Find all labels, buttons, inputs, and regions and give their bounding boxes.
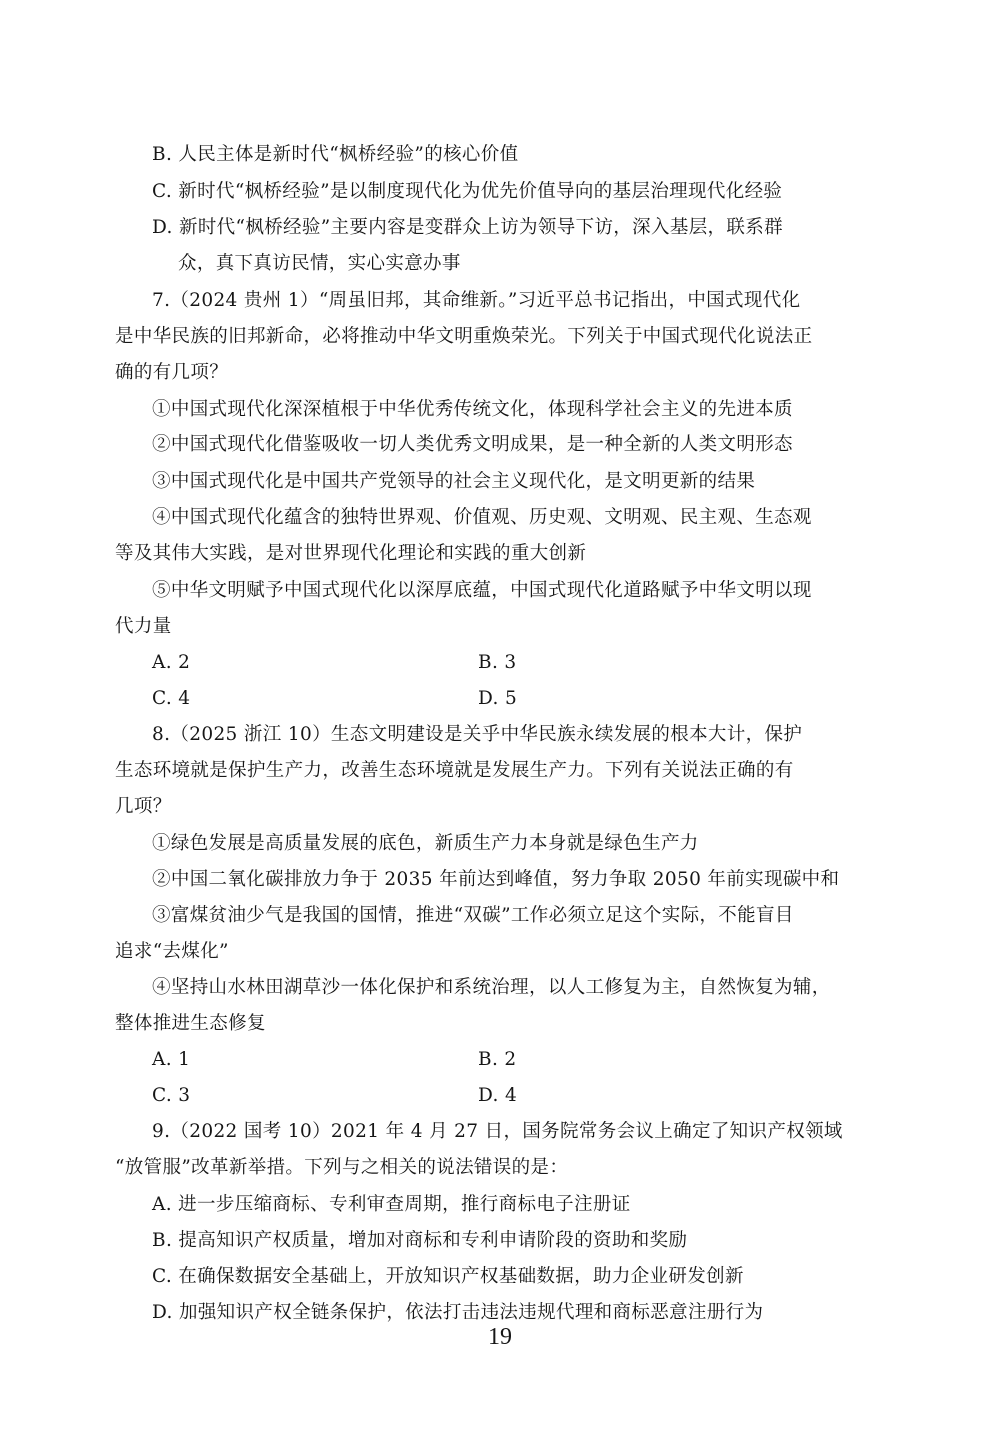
q7-stem-cont: 是中华民族的旧邦新命，必将推动中华文明重焕荣光。下列关于中国式现代化说法正 <box>115 326 813 347</box>
q8-stem-cont: 生态环境就是保护生产力，改善生态环境就是发展生产力。下列有关说法正确的有 <box>115 760 794 781</box>
q7-option-a: A. 2 <box>152 652 191 673</box>
q9-option-a: A. 进一步压缩商标、专利审查周期，推行商标电子注册证 <box>152 1194 631 1215</box>
q8-option-c: C. 3 <box>152 1085 191 1106</box>
q7-option-b: B. 3 <box>478 652 517 673</box>
q8-statement-1: ①绿色发展是高质量发展的底色，新质生产力本身就是绿色生产力 <box>152 833 699 854</box>
q9-stem: 9.（2022 国考 10）2021 年 4 月 27 日，国务院常务会议上确定了知识产权领域 <box>152 1121 843 1142</box>
q9-option-b: B. 提高知识产权质量，增加对商标和专利申请阶段的资助和奖励 <box>152 1230 688 1251</box>
q7-statement-4: ④中国式现代化蕴含的独特世界观、价值观、历史观、文明观、民主观、生态观 <box>152 507 812 528</box>
q9-stem-cont: “放管服”改革新举措。下列与之相关的说法错误的是： <box>115 1157 569 1178</box>
q7-statement-5-cont: 代力量 <box>115 616 172 637</box>
q7-statement-3: ③中国式现代化是中国共产党领导的社会主义现代化，是文明更新的结果 <box>152 471 756 492</box>
q7-statement-2: ②中国式现代化借鉴吸收一切人类优秀文明成果，是一种全新的人类文明形态 <box>152 434 793 455</box>
q6-option-b: B. 人民主体是新时代“枫桥经验”的核心价值 <box>152 144 519 165</box>
q7-statement-4-cont: 等及其伟大实践，是对世界现代化理论和实践的重大创新 <box>115 543 587 564</box>
q8-statement-2: ②中国二氧化碳排放力争于 2035 年前达到峰值，努力争取 2050 年前实现碳中和 <box>152 869 840 890</box>
q6-option-c: C. 新时代“枫桥经验”是以制度现代化为优先价值导向的基层治理现代化经验 <box>152 181 783 202</box>
q7-option-c: C. 4 <box>152 688 191 709</box>
q8-statement-3-cont: 追求“去煤化” <box>115 941 229 962</box>
q8-option-d: D. 4 <box>478 1085 518 1106</box>
q8-statement-4: ④坚持山水林田湖草沙一体化保护和系统治理，以人工修复为主，自然恢复为辅， <box>152 977 831 998</box>
q8-stem: 8.（2025 浙江 10）生态文明建设是关乎中华民族永续发展的根本大计，保护 <box>152 724 803 745</box>
q6-option-d-cont: 众，真下真访民情，实心实意办事 <box>178 253 461 274</box>
q7-stem: 7.（2024 贵州 1）“周虽旧邦，其命维新。”习近平总书记指出，中国式现代化 <box>152 290 801 311</box>
q7-statement-5: ⑤中华文明赋予中国式现代化以深厚底蕴，中国式现代化道路赋予中华文明以现 <box>152 580 812 601</box>
q9-option-d: D. 加强知识产权全链条保护，依法打击违法违规代理和商标恶意注册行为 <box>152 1302 764 1323</box>
q8-option-a: A. 1 <box>152 1049 191 1070</box>
q8-option-b: B. 2 <box>478 1049 517 1070</box>
q7-option-d: D. 5 <box>478 688 518 709</box>
q8-statement-4-cont: 整体推进生态修复 <box>115 1013 266 1034</box>
q7-statement-1: ①中国式现代化深深植根于中华优秀传统文化，体现科学社会主义的先进本质 <box>152 399 793 420</box>
q7-stem-cont: 确的有几项？ <box>115 362 229 383</box>
q8-stem-cont: 几项？ <box>115 796 172 817</box>
q6-option-d: D. 新时代“枫桥经验”主要内容是变群众上访为领导下访，深入基层，联系群 <box>152 217 783 238</box>
q9-option-c: C. 在确保数据安全基础上，开放知识产权基础数据，助力企业研发创新 <box>152 1266 744 1287</box>
q8-statement-3: ③富煤贫油少气是我国的国情，推进“双碳”工作必须立足这个实际，不能盲目 <box>152 905 794 926</box>
page-number: 19 <box>488 1324 512 1350</box>
